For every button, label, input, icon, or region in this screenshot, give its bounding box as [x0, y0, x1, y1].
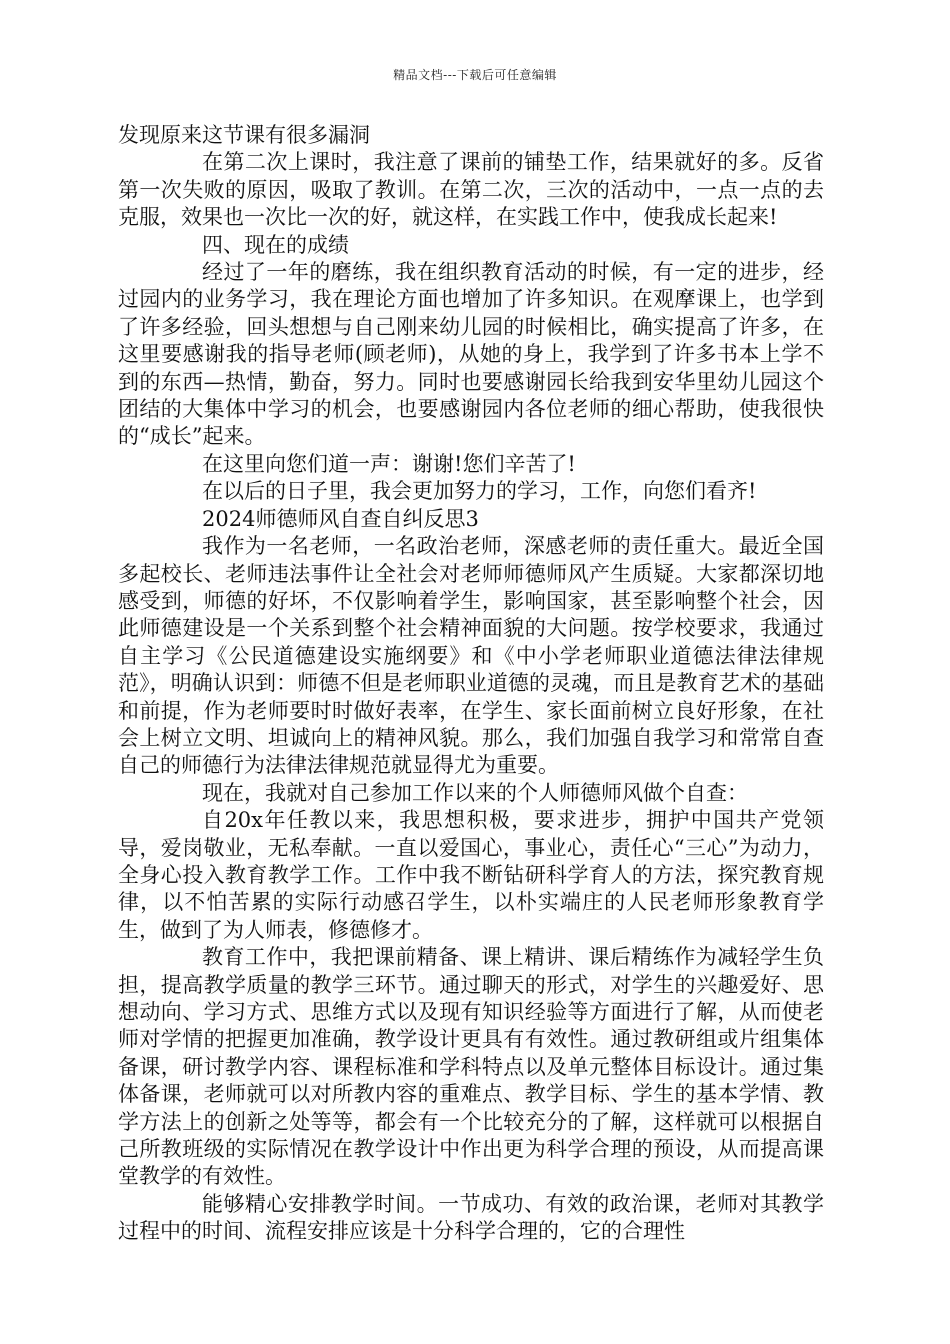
paragraph: 经过了一年的磨练，我在组织教育活动的时候，有一定的进步，经过园内的业务学习，我在理论方面也增加了许多知识。在观摩课上，也学到了许多经验，回头想想与自己刚来幼儿园的时候相比，确实提高了许多，在这里要感谢我的指导老师(顾老师)，从她的身上，我学到了许多书本上学不到的东西—热情，勤奋，努力。同时也要感谢园长给我到安华里幼儿园这个团结的大集体中学习的机会，也要感谢园内各位老师的细心帮助，使我很快的“成长”起来。	[118, 260, 824, 449]
section-title: 2024师德师风自查自纠反思3	[202, 506, 479, 531]
paragraph: 现在，我就对自己参加工作以来的个人师德师风做个自查：	[202, 780, 748, 805]
paragraph: 发现原来这节课有很多漏洞	[118, 123, 370, 147]
paragraph: 在这里向您们道一声：谢谢!您们辛苦了!	[202, 451, 576, 476]
paragraph: 能够精心安排教学时间。一节成功、有效的政治课，老师对其教学过程中的时间、流程安排应该是十分科学合理的，它的合理性	[118, 1191, 824, 1244]
paragraph: 在以后的日子里，我会更加努力的学习，工作，向您们看齐!	[202, 479, 757, 504]
paragraph: 在第二次上课时，我注意了课前的铺垫工作，结果就好的多。反省第一次失败的原因，吸取了教训。在第二次，三次的活动中，一点一点的去克服，效果也一次比一次的好，就这样，在实践工作中，使我成长起来!	[118, 150, 824, 230]
paragraph: 教育工作中，我把课前精备、课上精讲、课后精练作为减轻学生负担，提高教学质量的教学三环节。通过聊天的形式，对学生的兴趣爱好、思想动向、学习方式、思维方式以及现有知识经验等方面进行了解，从而使老师对学情的把握更加准确，教学设计更具有有效性。通过教研组或片组集体备课，研讨教学内容、课程标准和学科特点以及单元整体目标设计。通过集体备课，老师就可以对所教内容的重难点、教学目标、学生的基本学情、教学方法上的创新之处等等，都会有一个比较充分的了解，这样就可以根据自己所教班级的实际情况在教学设计中作出更为科学合理的预设，从而提高课堂教学的有效性。	[118, 945, 824, 1189]
document-body	[118, 122, 824, 1246]
paragraph: 自20x年任教以来，我思想积极，要求进步，拥护中国共产党领导，爱岗敬业，无私奉献。一直以爱国心，事业心，责任心“三心”为动力，全身心投入教育教学工作。工作中我不断钻研科学育人的方法，探究教育规律，以不怕苦累的实际行动感召学生，以朴实端庄的人民老师形象教育学生，做到了为人师表，修德修才。	[118, 808, 825, 942]
paragraph: 我作为一名老师，一名政治老师，深感老师的责任重大。最近全国多起校长、老师违法事件让全社会对老师师德师风产生质疑。大家都深切地感受到，师德的好坏，不仅影响着学生，影响国家，甚至影响整个社会，因此师德建设是一个关系到整个社会精神面貌的大问题。按学校要求，我通过自主学习《公民道德建设实施纲要》和《中小学老师职业道德法律法律规范》，明确认识到：师德不但是老师职业道德的灵魂，而且是教育艺术的基础和前提，作为老师要时时做好表率，在学生、家长面前树立良好形象，在社会上树立文明、坦诚向上的精神风貌。那么，我们加强自我学习和常常自查自己的师德行为法律法律规范就显得尤为重要。	[118, 534, 824, 778]
section-heading: 四、现在的成绩	[202, 232, 349, 257]
page-header: 精品文档---下载后可任意编辑	[393, 68, 557, 82]
